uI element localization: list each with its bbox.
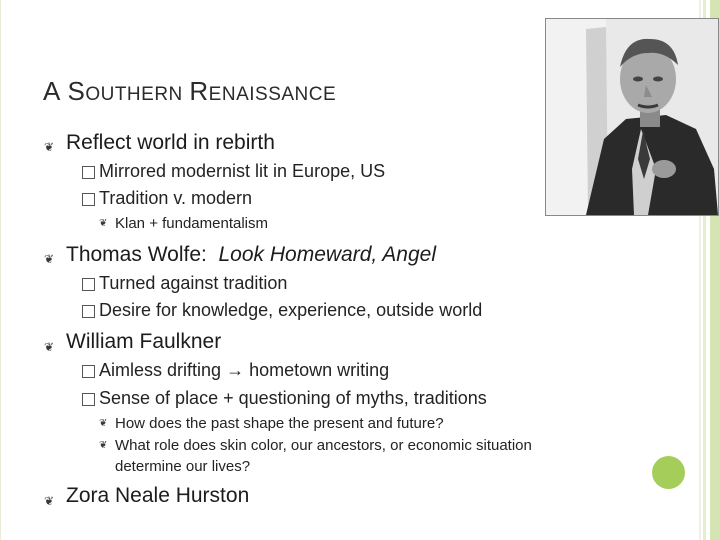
sub-sub-item-3-2: What role does skin color, our ancestors, or economic situation	[115, 437, 532, 454]
bullet-item-3: William Faulkner	[66, 330, 222, 353]
checkbox-bullet-icon	[82, 278, 95, 291]
title-part: OUTHERN	[85, 84, 183, 105]
bullet-item-2-prefix: Thomas Wolfe:	[66, 243, 207, 266]
slide-title	[43, 76, 336, 107]
title-part: A	[43, 76, 61, 106]
checkbox-bullet-icon	[82, 305, 95, 318]
sub-sub-item-1-1: Klan + fundamentalism	[115, 215, 269, 232]
left-frame-line	[0, 0, 1, 540]
bullet-item-1: Reflect world in rebirth	[66, 131, 275, 154]
sub-item-2-1: Turned against tradition	[99, 273, 288, 293]
leaf-bullet-icon: ❦	[99, 218, 108, 229]
arrow-right-icon: →	[226, 360, 245, 380]
title-part: R	[189, 76, 209, 106]
decorative-green-circle	[652, 456, 685, 489]
leaf-bullet-icon: ❦	[44, 494, 55, 508]
sub-item-3-2: Sense of place + questioning of myths, traditions	[99, 388, 487, 408]
leaf-bullet-icon: ❦	[99, 440, 108, 451]
checkbox-bullet-icon	[82, 193, 95, 206]
sub-item-3-1	[99, 360, 389, 381]
title-part: ENAISSANCE	[208, 84, 337, 105]
sub-item-1-2: Tradition v. modern	[99, 188, 253, 208]
sub-item-3-1-text-b: hometown writing	[249, 360, 390, 380]
sub-item-1-1: Mirrored modernist lit in Europe, US	[99, 161, 386, 181]
title-part: S	[67, 76, 86, 106]
sub-sub-item-3-1: How does the past shape the present and future?	[115, 415, 444, 432]
sub-item-2-2: Desire for knowledge, experience, outside world	[99, 300, 483, 320]
leaf-bullet-icon: ❦	[44, 252, 55, 266]
checkbox-bullet-icon	[82, 365, 95, 378]
leaf-bullet-icon: ❦	[44, 140, 55, 154]
bullet-item-2	[66, 243, 436, 267]
portrait-photo	[545, 18, 719, 216]
sub-sub-item-3-2-cont: determine our lives?	[115, 458, 251, 475]
checkbox-bullet-icon	[82, 393, 95, 406]
bullet-item-2-book-title: Look Homeward, Angel	[218, 243, 437, 266]
bullet-item-4: Zora Neale Hurston	[66, 484, 250, 507]
leaf-bullet-icon: ❦	[44, 340, 55, 354]
checkbox-bullet-icon	[82, 166, 95, 179]
sub-item-3-1-text-a: Aimless drifting	[99, 360, 222, 380]
leaf-bullet-icon: ❦	[99, 418, 108, 429]
